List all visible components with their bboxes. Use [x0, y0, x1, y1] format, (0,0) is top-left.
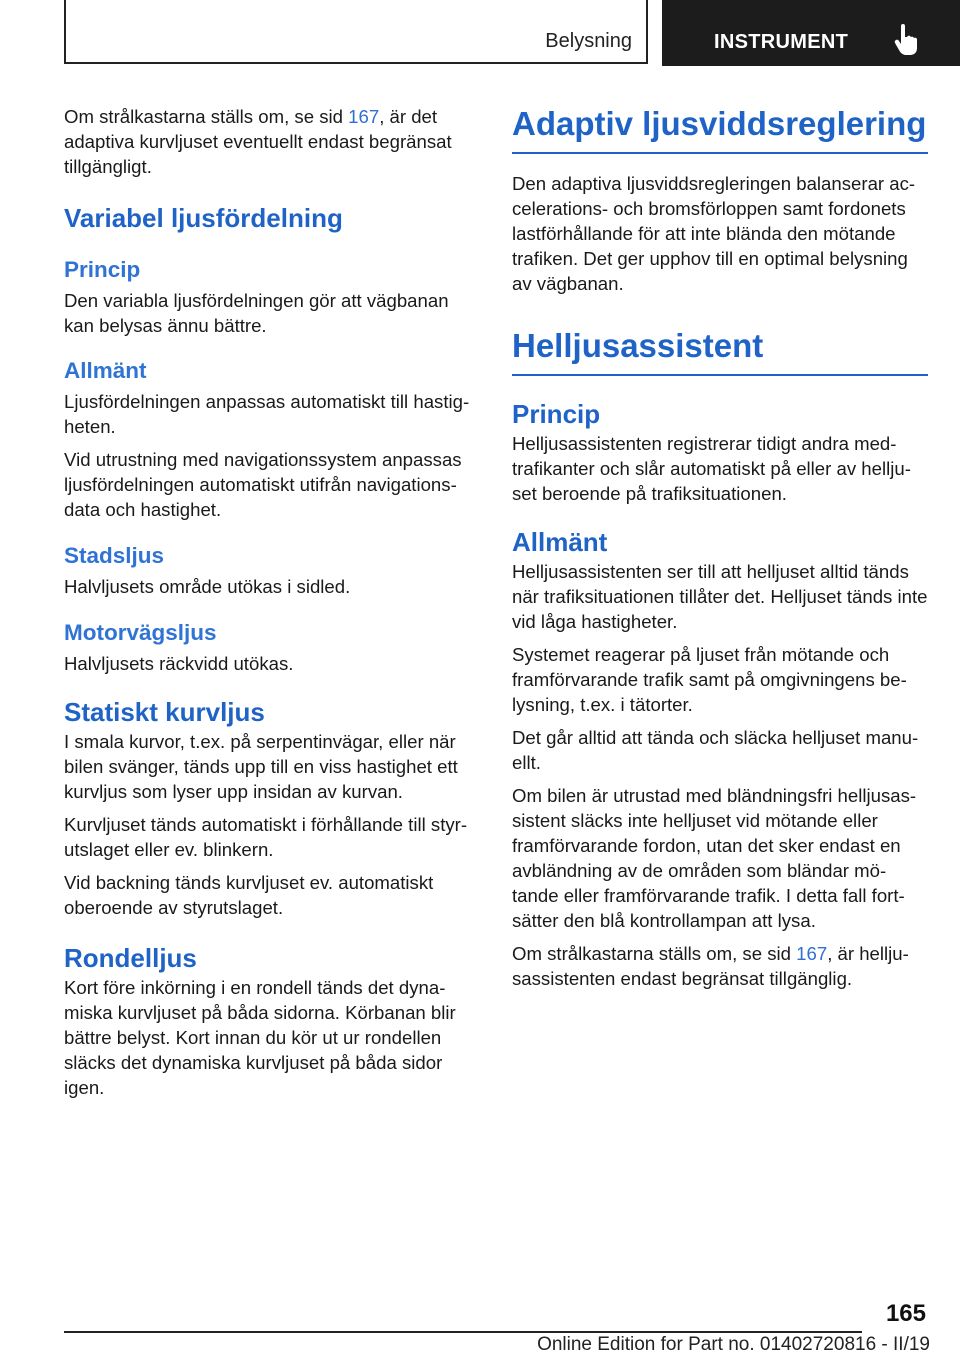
heading-princip: Princip	[64, 257, 141, 282]
page-link-167[interactable]: 167	[348, 106, 380, 127]
heading-variabel-ljusfordelning: Variabel ljusfördelning	[64, 203, 343, 233]
paragraph-stadsljus: Halvljusets område utökas i sidled.	[64, 576, 351, 597]
right-column	[512, 104, 928, 991]
heading-allmant: Allmänt	[64, 358, 147, 383]
intro-paragraph	[64, 104, 478, 179]
page-number: 165	[885, 1300, 926, 1327]
section-title: Belysning	[545, 30, 632, 52]
intro-text-start: Om strålkastarna ställs om, se sid	[64, 106, 349, 127]
intro-text-end: , är det adaptiva kurvljuset eventuellt endast begränsat tillgängligt.	[64, 106, 452, 177]
paragraph-allmant-2: Vid utrustning med navigationssystem anpassas ljusfördelningen automatiskt utifrån navigations-data och hastighet.	[64, 449, 462, 520]
heading-stadsljus: Stadsljus	[64, 543, 165, 568]
heading-rondelljus: Rondelljus	[64, 943, 197, 973]
heading-adaptiv-ljusviddsreglering: Adaptiv ljusviddsreglering	[512, 104, 928, 154]
paragraph-princip-right: Helljusassistenten registrerar tidigt andra med-trafikanter och slår automatiskt på eller av hellju-set beroende på trafiksituationen.	[512, 433, 911, 504]
paragraph-statiskt-2: Kurvljuset tänds automatiskt i förhållande till styr-utslaget eller ev. blinkern.	[64, 814, 468, 860]
heading-motorvagsljus: Motorvägsljus	[64, 620, 217, 645]
heading-statiskt-kurvljus: Statiskt kurvljus	[64, 697, 265, 727]
paragraph-allmant-right-3: Det går alltid att tända och släcka helljuset manu-ellt.	[512, 727, 919, 773]
last-text-start: Om strålkastarna ställs om, se sid	[512, 943, 797, 964]
header-section-box	[64, 0, 648, 64]
paragraph-adaptiv: Den adaptiva ljusviddsregleringen balanserar ac-celerations- och bromsförloppen samt fordonets lastförhållande för att inte blända den mötande trafiken. Det ger upphov till en optimal belysning av vägbanan.	[512, 173, 916, 294]
heading-princip-right: Princip	[512, 399, 601, 429]
paragraph-princip: Den variabla ljusfördelningen gör att vägbanan kan belysas ännu bättre.	[64, 290, 449, 336]
hand-pointer-icon	[892, 24, 920, 56]
footer-edition: Online Edition for Part no. 01402720816 - II/19	[537, 1334, 930, 1355]
page-link-167-right[interactable]: 167	[796, 943, 828, 964]
chapter-title: INSTRUMENT	[714, 31, 849, 53]
paragraph-allmant-1: Ljusfördelningen anpassas automatiskt till hastig-heten.	[64, 391, 470, 437]
heading-allmant-right: Allmänt	[512, 527, 608, 557]
header-chapter-tab[interactable]	[662, 0, 960, 66]
paragraph-allmant-right-2: Systemet reagerar på ljuset från mötande och framförvarande trafik samt på omgivningens be-lysning, t.ex. i tätorter.	[512, 644, 907, 715]
paragraph-allmant-right-1: Helljusassistenten ser till att helljuset alltid tänds när trafiksituationen tillåter det. Helljuset tänds inte vid låga hastigheter.	[512, 561, 928, 632]
last-text-end: , är hellju-sassistenten endast begränsat tillgänglig.	[512, 943, 909, 989]
paragraph-motorvagsljus: Halvljusets räckvidd utökas.	[64, 653, 294, 674]
paragraph-allmant-right-4: Om bilen är utrustad med bländningsfri helljusas-sistent släcks inte helljuset vid mötande eller framförvarande fordon, utan det sker endast en avbländning av de områden som bländar mö-tande eller framförvarande trafik. I detta fall fort-sätter den blå kontrollampan att lysa.	[512, 785, 917, 931]
footer-divider	[64, 1331, 862, 1333]
paragraph-last-right	[512, 941, 928, 991]
paragraph-rondelljus: Kort före inkörning i en rondell tänds det dyna-miska kurvljuset på båda sidorna. Körbanan blir bättre belyst. Kort innan du kör ut ur rondellen släcks det dynamiska kurvljuset på båda sidor igen.	[64, 977, 456, 1098]
paragraph-statiskt-1: I smala kurvor, t.ex. på serpentinvägar, eller när bilen svänger, tänds upp till en viss hastighet ett kurvljus som lyser upp insidan av kurvan.	[64, 731, 458, 802]
heading-helljusassistent: Helljusassistent	[512, 326, 928, 376]
left-column	[64, 104, 478, 1100]
paragraph-statiskt-3: Vid backning tänds kurvljuset ev. automatiskt oberoende av styrutslaget.	[64, 872, 434, 918]
